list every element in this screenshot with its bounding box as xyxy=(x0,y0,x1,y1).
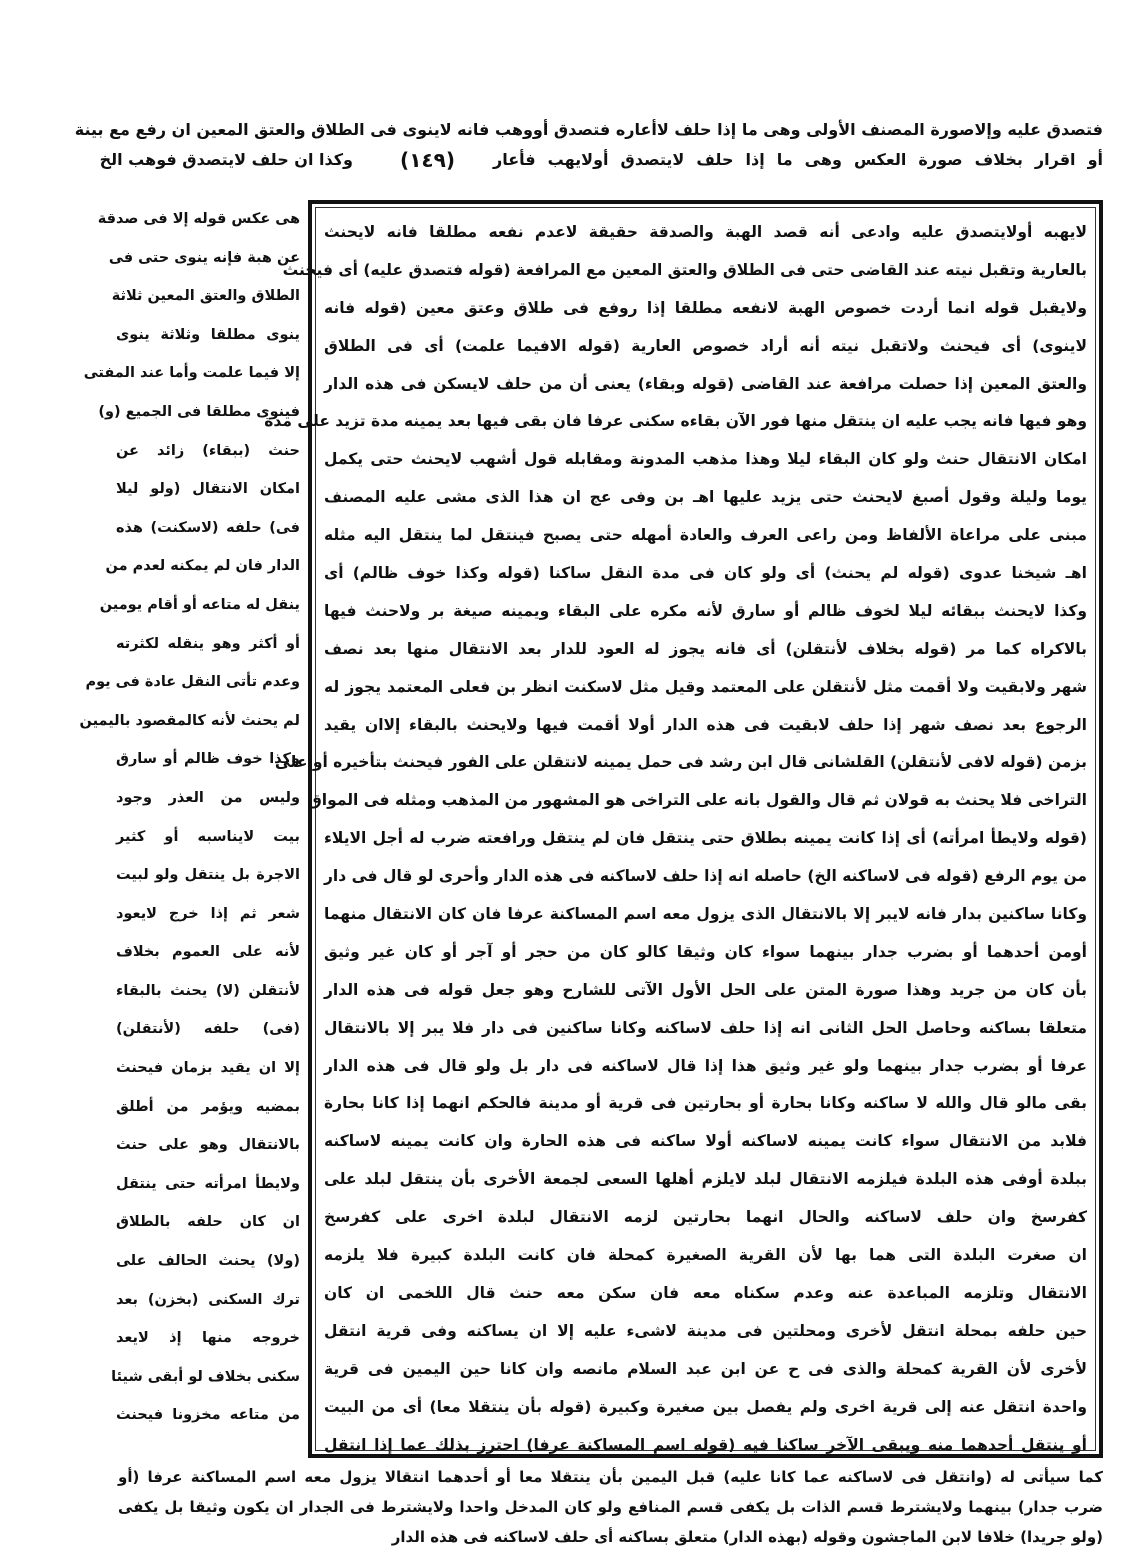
margin-line: (ولا) يحنث الحالف على xyxy=(116,1253,300,1270)
margin-line: خروجه منها إذ لايعد xyxy=(116,1330,300,1347)
margin-line: بيت لايناسبه أو كثير xyxy=(116,828,300,845)
commentary-line: بأن كان من جريد وهذا صورة المتن على الحل الأول الآتى للشارح وهو جعل قوله فى هذه الدار xyxy=(324,980,1087,999)
footer-line: (ولو جريدا) خلافا لابن الماجشون وقوله (بهذه الدار) متعلق بساكنه أى حلف لاساكنه فى هذه الدار xyxy=(391,1528,1103,1546)
header-line-2-text: أو اقرار بخلاف صورة العكس وهى ما إذا حلف لايتصدق أولايهب فأعار xyxy=(493,150,1103,169)
footer-line: كما سيأتى له (وانتقل فى لاساكنه عما كانا عليه) قبل اليمين بأن ينتقلا معا أو أحدهما انتقالا يزول معه اسم المساكنة عرفا (أو xyxy=(118,1468,1103,1486)
footer-line: ضرب جدار) بينهما ولايشترط قسم الذات بل يكفى قسم المنافع ولو كان المدخل واحدا ولايشترط فى الجدار ان يكون وثيقا بل يكفى xyxy=(118,1498,1103,1516)
commentary-text xyxy=(264,207,1096,1454)
margin-line: ترك السكنى (بخزن) بعد xyxy=(116,1291,300,1308)
commentary-line: الرجوع بعد نصف شهر إذا حلف لابقيت فى هذه الدار أولا أقمت فيها ولايحنث بالبقاء إلاان يقيد xyxy=(324,715,1087,734)
commentary-line: بالاكراه كما مر (قوله بخلاف لأنتقلن) أى فانه يجوز له العود للدار بعد الانتقال منها بعد نصف xyxy=(324,639,1087,658)
margin-line: وعدم تأتى النقل عادة فى يوم xyxy=(85,674,300,691)
commentary-line: مبنى على مراعاة الألفاظ ومن راعى العرف والعادة أمهله حتى يصبح فينتقل لما ينتقل اليه مثله xyxy=(324,526,1087,545)
commentary-line: وكذا لايحنث ببقائه ليلا لخوف ظالم أو سارق لأنه مكره على البقاء ويمينه صيغة بر ولاحنث فيها xyxy=(324,601,1087,620)
margin-line: فينوى مطلقا فى الجميع (و) xyxy=(98,403,300,420)
margin-line: الدار فان لم يمكنه لعدم من xyxy=(105,558,300,575)
commentary-line: فلابد من الانتقال سواء كانت يمينه لاساكنه أولا ساكنه فى هذه الحارة وان كانت يمينه لاساكنه xyxy=(324,1132,1087,1151)
commentary-line: ولايقبل قوله انما أردت خصوص الهبة لانفعه مطلقا إذا روفع فى طلاق وعتق معين (قوله فانه xyxy=(324,298,1087,317)
commentary-line: بزمن (قوله لافى لأنتقلن) القلشانى قال ابن رشد فى حمل يمينه لانتقلن على الفور فيحنث بتأخيره أو على xyxy=(274,753,1087,772)
commentary-box xyxy=(264,200,1103,1458)
margin-line: بالانتقال وهو على حنث xyxy=(116,1137,300,1154)
margin-line: ان كان حلفه بالطلاق xyxy=(116,1214,300,1231)
commentary-line: لاينوى) أى فيحنث ولاتقبل نيته أنه أراد خصوص العارية (قوله الافيما علمت) أى فى الطلاق xyxy=(324,336,1087,355)
margin-line: الطلاق والعتق المعين ثلاثة xyxy=(111,288,300,305)
commentary-line: لايهبه أولايتصدق عليه وادعى أنه قصد الهبة والصدقة حقيقة لاعدم نفعه مطلقا فانه لايحنث xyxy=(324,223,1087,241)
margin-line: الاجرة بل ينتقل ولو لبيت xyxy=(116,867,300,884)
commentary-line: ببلدة أوفى هذه البلدة فيلزمه الانتقال لبلد لايلزم أهلها السعى لجمعة الأخرى بأن ينتقل لبلد على xyxy=(324,1170,1087,1189)
margin-line: سكنى بخلاف لو أبقى شيئا xyxy=(111,1368,300,1385)
margin-line: أو أكثر وهو ينقله لكثرته xyxy=(116,635,300,652)
margin-line: لأنه على العموم بخلاف xyxy=(116,944,300,961)
commentary-line: امكان الانتقال حنث ولو كان البقاء ليلا وهذا مذهب المدونة ومقابله قول أشهب لايحنث حتى يكمل xyxy=(324,450,1087,469)
margin-line: ولايطأ امرأته حتى ينتقل xyxy=(116,1175,300,1192)
margin-line: ينوى مطلقا وثلاثة ينوى xyxy=(116,326,300,343)
header-line-2 xyxy=(99,145,1103,175)
commentary-line: الانتقال وتلزمه المباعدة عنه وعدم سكناه معه فان سكن معه حنث قال اللخمى ان كان xyxy=(324,1283,1087,1302)
commentary-line: والعتق المعين إذا حصلت مرافعة عند القاضى (قوله وبقاء) يعنى أن من حلف لايسكن فى هذه الدار xyxy=(324,374,1087,393)
commentary-line: بقى مالو قال والله لا ساكنه وكانا بحارة أو بحارتين فى قرية أو مدينة فالحكم انهما إذا كانا بحارة xyxy=(324,1094,1087,1113)
page-number: (١٤٩) xyxy=(400,148,455,172)
commentary-line: حين حلفه بمحلة انتقل لأخرى ومحلتين فى مدينة لاشىء عليه إلا ان يساكنه وفى قرية انتقل xyxy=(324,1321,1087,1340)
margin-line: هى عكس قوله إلا فى صدقة xyxy=(97,211,300,227)
page-header xyxy=(74,115,1103,175)
margin-line: ينقل له متاعه أو أقام يومين xyxy=(99,596,300,613)
margin-line: فى) حلفه (لاسكنت) هذه xyxy=(116,519,300,536)
commentary-line: اهـ شيخنا عدوى (قوله لم يحنث) أى ولو كان فى مدة النقل ساكنا (قوله وكذا خوف ظالم) أى xyxy=(324,564,1087,583)
margin-line: لأنتقلن (لا) يحنث بالبقاء xyxy=(116,982,300,999)
commentary-line: وهو فيها فانه يجب عليه ان ينتقل منها فور الآن بقاءه سكنى عرفا فان بقى فيها بعد يمينه مدة تزيد على مدة xyxy=(264,412,1087,431)
commentary-line: من يوم الرفع (قوله فى لاساكنه الخ) حاصله انه إذا حلف لاساكنه فى هذه الدار وأحرى لو قال فى دار xyxy=(324,867,1087,886)
margin-line: من متاعه مخزونا فيحنث xyxy=(116,1407,300,1424)
footer-text xyxy=(118,1462,1103,1552)
commentary-line: أو ينتقل أحدهما منه ويبقى الآخر ساكنا فيه (قوله اسم المساكنة عرفا) احترز بذلك عما إذا انتقل xyxy=(324,1435,1087,1454)
header-line-2-continuation: وكذا ان حلف لايتصدق فوهب الخ xyxy=(99,150,353,169)
commentary-line: ان صغرت البلدة التى هما بها لأن القرية الصغيرة كمحلة فان كانت البلدة كبيرة فلا يلزمه xyxy=(324,1246,1087,1265)
commentary-line: شهر ولابقيت ولا أقمت مثل لأنتقلن على المعتمد وقيل مثل لاسكنت انظر بن فعلى المعتمد يجوز له xyxy=(324,677,1087,696)
commentary-line: واحدة انتقل عنه إلى قرية اخرى ولم يفصل بين صغيرة وكبيرة (قوله بأن ينتقلا معا) أى من البيت xyxy=(324,1397,1087,1416)
commentary-line: لأخرى لأن القرية كمحلة والذى فى ح عن ابن عبد السلام مانصه وان كانا حين اليمين فى قرية xyxy=(324,1359,1087,1378)
commentary-line: يوما وليلة وقول أصبغ لايحنث حتى يزيد عليها اهـ بن وفى عج ان هذا الذى مشى عليه المصنف xyxy=(324,488,1087,507)
margin-line: حنث (ببقاء) زائد عن xyxy=(116,442,300,459)
margin-line: لم يحنث لأنه كالمقصود باليمين xyxy=(79,712,300,729)
margin-line: إلا ان يقيد بزمان فيحنث xyxy=(116,1060,300,1077)
commentary-line: كفرسخ وان حلف لاساكنه والحال انهما بحارتين لزمه الانتقال لبلدة اخرى على كفرسخ xyxy=(324,1208,1087,1227)
commentary-line: أومن أحدهما أو بضرب جدار بينهما سواء كان وثيقا كالو كان من حجر أو آجر أو كان غير وثيق xyxy=(324,942,1087,961)
commentary-line: عرفا أو بضرب جدار بينهما ولو غير وثيق هذا إذا قال لاساكنه فى دار بل ولو قال فى هذه الدار xyxy=(324,1056,1087,1075)
margin-line: وكذا خوف ظالم أو سارق xyxy=(116,751,300,768)
margin-line: شعر ثم إذا خرج لايعود xyxy=(116,905,300,922)
header-line-1: فتصدق عليه وإلاصورة المصنف الأولى وهى ما إذا حلف لاأعاره فتصدق أووهب فانه لاينوى فى الطلاق والعتق المعين ان رفع مع بينة xyxy=(74,120,1103,139)
commentary-line: وكانا ساكنين بدار فانه لايبر إلا بالانتقال الذى يزول معه اسم المساكنة عرفا فان كان الانتقال منهما xyxy=(324,905,1087,924)
margin-column xyxy=(79,200,300,1435)
margin-line: عن هبة فإنه ينوى حتى فى xyxy=(108,249,300,266)
margin-line: (فى) حلفه (لأنتقلن) xyxy=(116,1021,300,1038)
commentary-line: (قوله ولايطأ امرأته) أى إذا كانت يمينه بطلاق حتى ينتقل فان لم ينتقل ورافعته ضرب له أجل الايلاء xyxy=(324,829,1087,848)
margin-line: امكان الانتقال (ولو ليلا xyxy=(116,481,300,498)
commentary-line: التراخى فلا يحنث به قولان ثم قال والقول بانه على التراخى هو المشهور من المذهب ومثله فى المواق xyxy=(307,791,1087,810)
margin-line: إلا فيما علمت وأما عند المفتى xyxy=(83,365,300,382)
margin-line: وليس من العذر وجود xyxy=(116,789,300,806)
margin-line: بمضيه ويؤمر من أطلق xyxy=(116,1098,300,1115)
commentary-line: بالعارية وتقبل نيته عند القاضى حتى فى الطلاق والعتق المعين مع المرافعة (قوله فتصدق عليه) أى فيحنث xyxy=(282,260,1087,279)
commentary-line: متعلقا بساكنه وحاصل الحل الثانى انه إذا حلف لاساكنه وكانا ساكنين فى دار فلا يبر إلا بالانتقال xyxy=(324,1018,1087,1037)
